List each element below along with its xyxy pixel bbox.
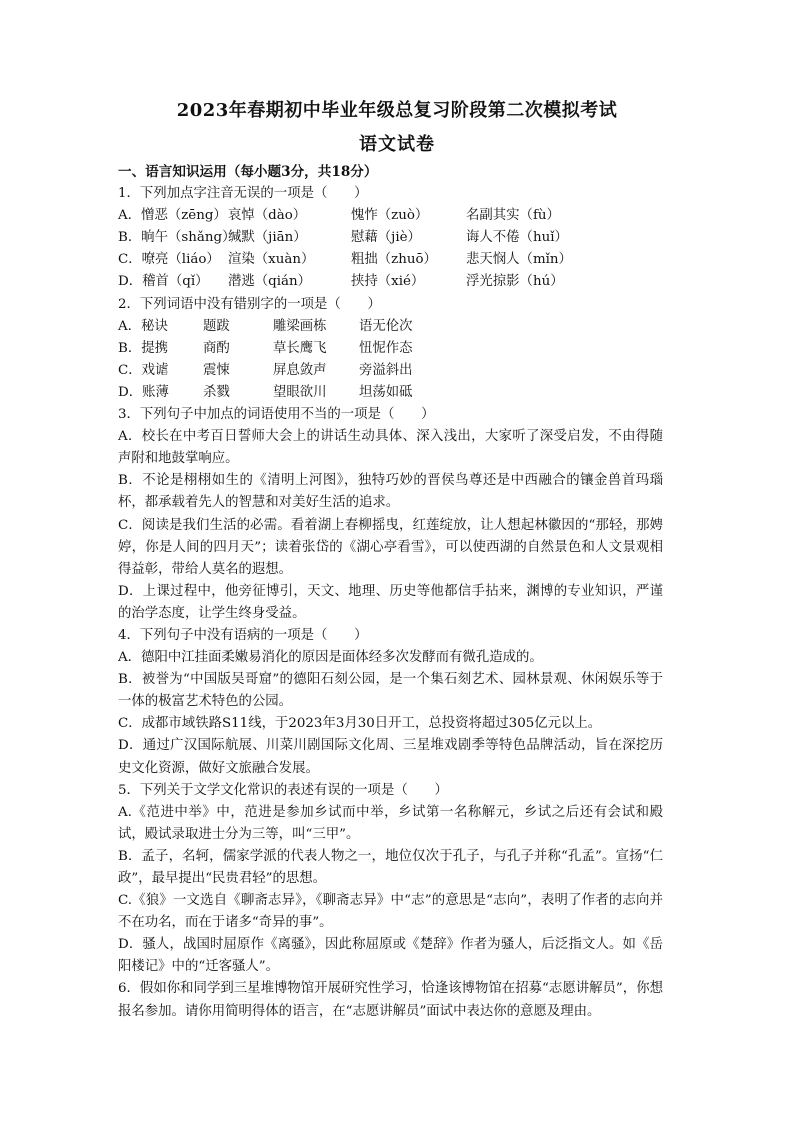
- option-cell: 语无伦次: [359, 318, 413, 334]
- option-cell: A．秘诀: [118, 318, 168, 334]
- option-row: [118, 249, 663, 271]
- option-cell: 潜逃（qián）: [228, 274, 312, 290]
- option-cell: 望眼欲川: [273, 384, 327, 400]
- option-cell: 坦荡如砥: [359, 384, 413, 400]
- question-5-option-a: A.《范进中举》中，范进是参加乡试而中举，乡试第一名称解元，乡试之后还有会试和殿试，殿试录取进士分为三等，叫“三甲”。: [118, 804, 663, 842]
- option-cell: 悲天悯人（mǐn）: [466, 252, 572, 268]
- option-row: [118, 227, 663, 249]
- question-3-stem: 3．下列句子中加点的词语使用不当的一项是（ ）: [118, 407, 435, 423]
- question-4-stem: 4．下列句子中没有语病的一项是（ ）: [118, 627, 368, 643]
- option-cell: 挟持（xié）: [351, 274, 425, 290]
- option-cell: 杀戮: [203, 384, 230, 400]
- question-5-option-d: D．骚人，战国时屈原作《离骚》，因此称屈原或《楚辞》作者为骚人，后泛指文人。如《岳阳楼记》中的“迁客骚人”。: [118, 937, 663, 975]
- question-1-options: [118, 205, 663, 293]
- question-6-stem: 6．假如你和同学到三星堆博物馆开展研究性学习，恰逢该博物馆在招募“志愿讲解员”，你想报名参加。请你用简明得体的语言，在“志愿讲解员”面试中表达你的意愿及理由。: [118, 981, 663, 1019]
- option-row: [118, 316, 663, 338]
- exam-title: 2023年春期初中毕业年级总复习阶段第二次模拟考试: [176, 100, 618, 121]
- option-cell: B．提携: [118, 340, 169, 356]
- question-3-option-c: C．阅读是我们生活的必需。看着湖上春柳摇曳，红莲绽放，让人想起林徽因的“那轻，那娉婷，你是人间的四月天”；读着张岱的《湖心亭看雪》，可以使西湖的自然景色和人文景观相得益彰，带给人莫名的遐想。: [118, 517, 663, 577]
- option-cell: C．嘹亮（liáo）: [118, 252, 220, 268]
- question-5-option-b: B．孟子，名轲，儒家学派的代表人物之一，地位仅次于孔子，与孔子并称“孔孟”。宣扬“仁政”，最早提出“民贵君轻”的思想。: [118, 848, 663, 886]
- question-3-option-b: B．不论是栩栩如生的《清明上河图》，独特巧妙的晋侯鸟尊还是中西融合的镶金兽首玛瑙杯，都承载着先人的智慧和对美好生活的追求。: [118, 473, 663, 511]
- section-heading: 一、语言知识运用（每小题3分，共18分）: [118, 164, 378, 180]
- option-cell: 愧怍（zuò）: [351, 208, 429, 224]
- option-cell: A．憎恶（zēng）: [118, 208, 227, 224]
- option-cell: 名副其实（fù）: [466, 208, 560, 224]
- question-4-option-c: C．成都市域铁路S11线，于2023年3月30日开工，总投资将超过305亿元以上。: [118, 716, 602, 732]
- option-cell: 诲人不倦（huǐ）: [466, 230, 568, 246]
- option-cell: 草长鹰飞: [273, 340, 327, 356]
- option-cell: 旁溢斜出: [359, 362, 413, 378]
- question-2-options: [118, 316, 663, 404]
- option-cell: 哀悼（dào）: [228, 208, 307, 224]
- option-cell: C．戏谑: [118, 362, 169, 378]
- option-cell: 雕梁画栋: [273, 318, 327, 334]
- question-4-option-b: B．被誉为“中国版吴哥窟”的德阳石刻公园，是一个集石刻艺术、园林景观、休闲娱乐等于一体的极富艺术特色的公园。: [118, 672, 663, 710]
- question-4-option-d: D．通过广汉国际航展、川菜川剧国际文化周、三星堆戏剧季等特色品牌活动，旨在深挖历史文化资源，做好文旅融合发展。: [118, 738, 663, 776]
- option-cell: 震悚: [203, 362, 230, 378]
- option-row: [118, 338, 663, 360]
- exam-subtitle: 语文试卷: [359, 134, 435, 155]
- option-cell: 浮光掠影（hú）: [466, 274, 564, 290]
- option-row: [118, 360, 663, 382]
- question-4-option-a: A．德阳中江挂面柔嫩易消化的原因是面体经多次发酵而有微孔造成的。: [118, 650, 543, 666]
- question-2-stem: 2．下列词语中没有错别字的一项是（ ）: [118, 296, 381, 312]
- question-3-option-d: D．上课过程中，他旁征博引，天文、地理、历史等他都信手拈来，渊博的专业知识，严谨的治学态度，让学生终身受益。: [118, 583, 663, 621]
- option-cell: 商酌: [203, 340, 230, 356]
- option-cell: 屏息敛声: [273, 362, 327, 378]
- exam-content: [118, 161, 663, 1023]
- question-5-stem: 5．下列关于文学文化常识的表述有误的一项是（ ）: [118, 782, 448, 798]
- option-cell: 慰藉（jiè）: [351, 230, 421, 246]
- question-1-stem: 1．下列加点字注音无误的一项是（ ）: [118, 186, 368, 202]
- option-cell: 题跋: [203, 318, 230, 334]
- option-cell: 粗拙（zhuō）: [351, 252, 437, 268]
- option-row: [118, 205, 663, 227]
- option-cell: D．账薄: [118, 384, 169, 400]
- option-row: [118, 271, 663, 293]
- question-5-option-c: C.《狼》一文选自《聊斋志异》，《聊斋志异》中“志”的意思是“志向”，表明了作者的志向并不在功名，而在于诸多“奇异的事”。: [118, 893, 663, 931]
- option-cell: 忸怩作态: [359, 340, 413, 356]
- option-cell: D．稽首（qǐ）: [118, 274, 209, 290]
- option-cell: B．晌午（shǎng）: [118, 230, 236, 246]
- option-cell: 渲染（xuàn）: [228, 252, 315, 268]
- option-row: [118, 382, 663, 404]
- option-cell: 缄默（jiān）: [228, 230, 307, 246]
- question-3-option-a: A．校长在中考百日誓师大会上的讲话生动具体、深入浅出，大家听了深受启发，不由得随声附和地鼓掌响应。: [118, 429, 663, 467]
